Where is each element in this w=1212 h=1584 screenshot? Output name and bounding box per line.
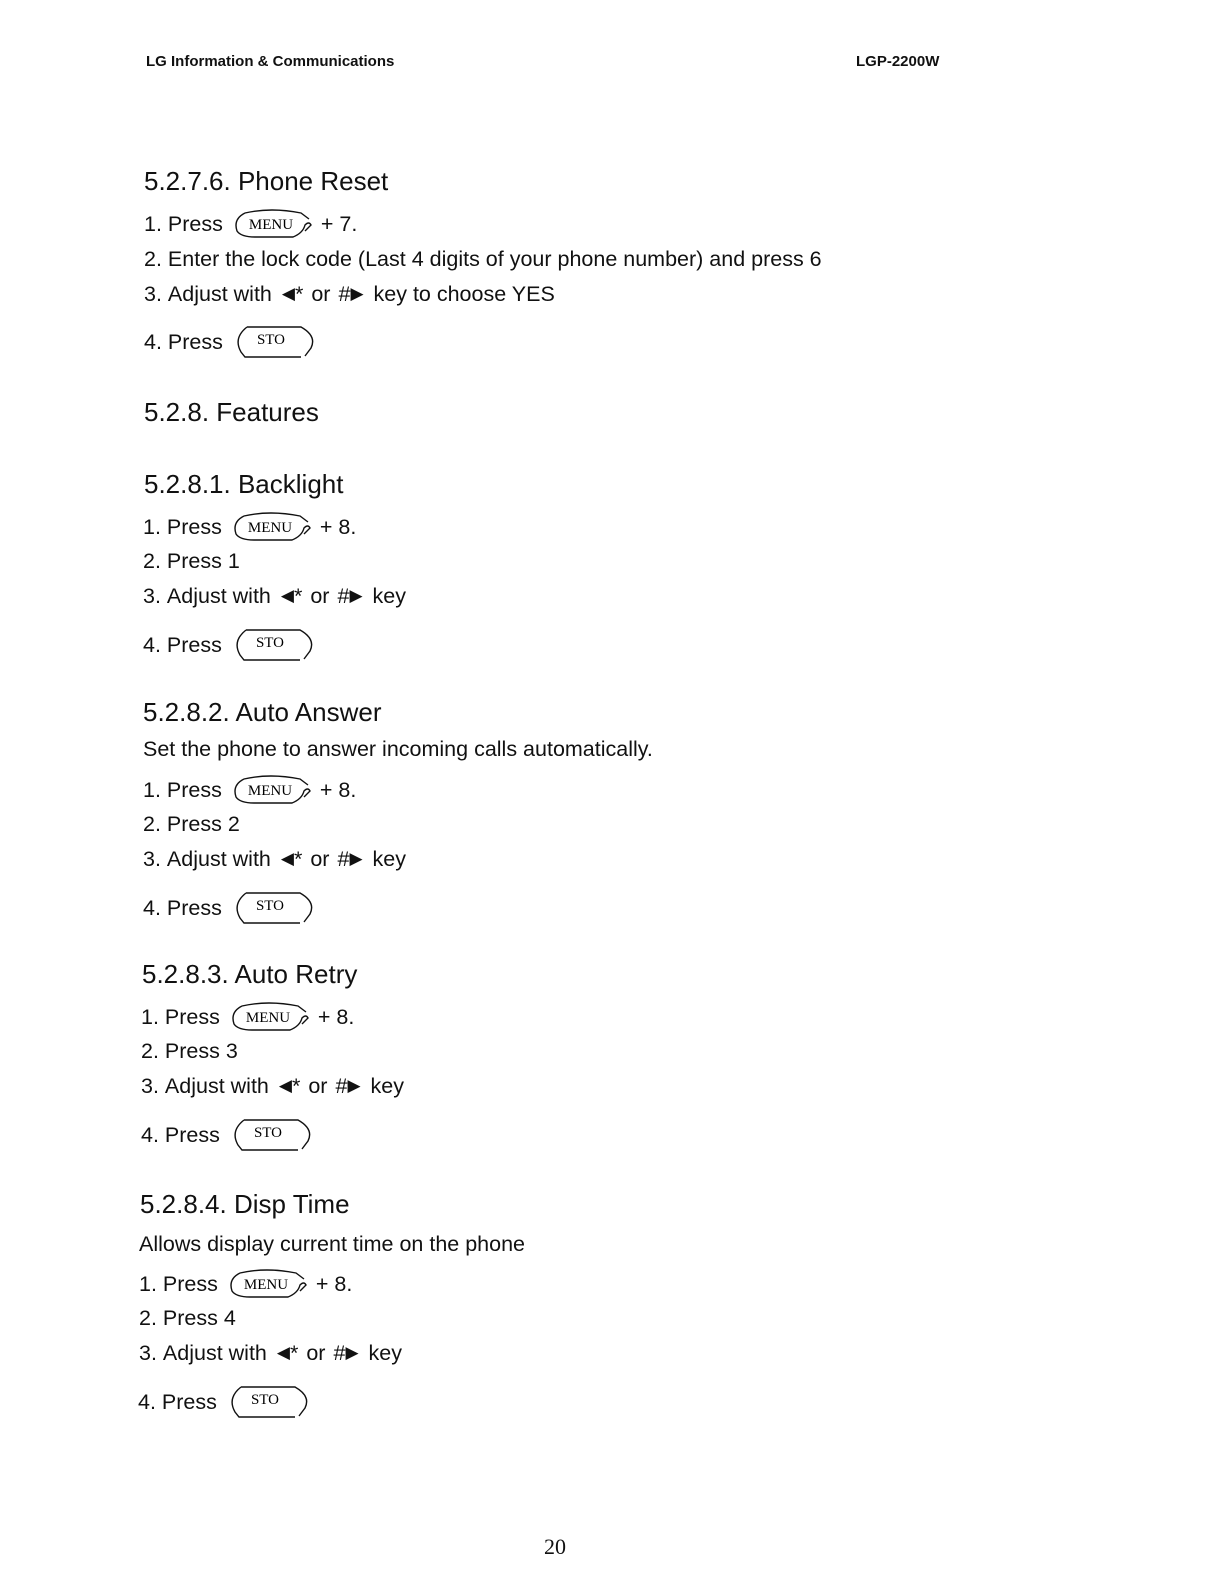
step-text: Press — [161, 1390, 217, 1414]
step-3 — [143, 583, 406, 609]
right-arrow-icon: ▶ — [349, 849, 363, 868]
step-text: Adjust with — [167, 282, 272, 306]
step-number: 4. — [141, 1123, 159, 1147]
step-text: Press — [166, 633, 222, 657]
step-text: Press — [164, 1005, 220, 1029]
hash-key-label: # — [335, 1074, 348, 1098]
sto-key-icon — [225, 1384, 315, 1420]
menu-key-label: MENU — [245, 1010, 290, 1026]
step-1 — [143, 512, 356, 542]
menu-key-icon — [231, 209, 317, 239]
star-key-label: * — [291, 1074, 301, 1098]
step-3 — [139, 1340, 402, 1366]
key-text: key — [372, 584, 406, 608]
step-text: Adjust with — [164, 1074, 269, 1098]
step-text: Press — [162, 1272, 218, 1296]
step-4 — [141, 1117, 318, 1153]
sto-key-icon — [230, 627, 320, 663]
step-suffix: + 8. — [319, 778, 357, 802]
page-number: 20 — [544, 1534, 566, 1559]
step-number: 1. — [143, 778, 161, 802]
document-header-company: LG Information & Communications — [146, 53, 395, 70]
step-3 — [143, 846, 406, 872]
section-title-backlight: 5.2.8.1. Backlight — [144, 469, 344, 499]
left-arrow-icon: ◀ — [280, 849, 294, 868]
star-key-label: * — [293, 584, 303, 608]
step-3 — [141, 1073, 404, 1099]
menu-key-icon — [228, 1002, 314, 1032]
section-title-disp-time: 5.2.8.4. Disp Time — [140, 1189, 350, 1219]
or-text: or — [311, 282, 331, 306]
step-number: 3. — [141, 1074, 159, 1098]
document-header-model: LGP-2200W — [856, 53, 940, 70]
key-text: key — [370, 1074, 404, 1098]
step-2: 2. Enter the lock code (Last 4 digits of your phone number) and press 6 — [144, 247, 822, 271]
step-number: 3. — [143, 847, 161, 871]
left-arrow-icon: ◀ — [280, 586, 294, 605]
step-text: Adjust with — [162, 1341, 267, 1365]
or-text: or — [310, 584, 330, 608]
section-title-features: 5.2.8. Features — [144, 397, 319, 427]
step-4 — [144, 324, 321, 360]
step-suffix: + 8. — [315, 1272, 353, 1296]
sto-key-icon — [230, 890, 320, 926]
step-text: Adjust with — [166, 847, 271, 871]
sto-key-icon — [231, 324, 321, 360]
step-text: Press — [164, 1123, 220, 1147]
right-arrow-icon: ▶ — [350, 284, 364, 303]
step-2: 2. Press 1 — [143, 549, 240, 573]
step-number: 1. — [143, 515, 161, 539]
step-suffix: + 8. — [317, 1005, 355, 1029]
menu-key-label: MENU — [248, 217, 293, 233]
step-number: 1. — [141, 1005, 159, 1029]
step-1 — [144, 209, 357, 239]
star-key-label: * — [289, 1341, 299, 1365]
left-arrow-icon: ◀ — [281, 284, 295, 303]
step-2: 2. Press 2 — [143, 812, 240, 836]
section-description: Allows display current time on the phone — [139, 1232, 526, 1256]
key-text: key to choose YES — [373, 282, 555, 306]
menu-key-label: MENU — [247, 783, 292, 799]
hash-key-label: # — [337, 584, 350, 608]
menu-key-label: MENU — [243, 1277, 288, 1293]
sto-key-label: STO — [255, 898, 284, 914]
hash-key-label: # — [338, 282, 351, 306]
section-title-auto-retry: 5.2.8.3. Auto Retry — [142, 959, 358, 989]
step-text: Adjust with — [166, 584, 271, 608]
right-arrow-icon: ▶ — [349, 586, 363, 605]
or-text: or — [306, 1341, 326, 1365]
sto-key-label: STO — [256, 332, 285, 348]
section-description: Set the phone to answer incoming calls automatically. — [143, 737, 653, 761]
menu-key-icon — [230, 775, 316, 805]
step-number: 4. — [143, 633, 161, 657]
step-text: Press — [167, 330, 223, 354]
hash-key-label: # — [337, 847, 350, 871]
step-text: Press — [167, 212, 223, 236]
step-number: 4. — [143, 896, 161, 920]
left-arrow-icon: ◀ — [278, 1076, 292, 1095]
star-key-label: * — [294, 282, 304, 306]
step-number: 3. — [139, 1341, 157, 1365]
sto-key-label: STO — [250, 1392, 279, 1408]
step-4 — [138, 1384, 315, 1420]
key-text: key — [368, 1341, 402, 1365]
sto-key-icon — [228, 1117, 318, 1153]
menu-key-label: MENU — [247, 520, 292, 536]
step-text: Press — [166, 896, 222, 920]
step-number: 4. — [138, 1390, 156, 1414]
step-number: 1. — [144, 212, 162, 236]
step-3 — [144, 281, 555, 307]
or-text: or — [308, 1074, 328, 1098]
step-suffix: + 8. — [319, 515, 357, 539]
menu-key-icon — [226, 1269, 312, 1299]
key-text: key — [372, 847, 406, 871]
step-number: 3. — [144, 282, 162, 306]
step-1 — [139, 1269, 352, 1299]
step-suffix: + 7. — [320, 212, 358, 236]
star-key-label: * — [293, 847, 303, 871]
sto-key-label: STO — [255, 635, 284, 651]
or-text: or — [310, 847, 330, 871]
step-2: 2. Press 4 — [139, 1306, 236, 1330]
step-text: Press — [166, 778, 222, 802]
step-1 — [143, 775, 356, 805]
step-1 — [141, 1002, 354, 1032]
section-title-auto-answer: 5.2.8.2. Auto Answer — [143, 697, 382, 727]
step-4 — [143, 627, 320, 663]
right-arrow-icon: ▶ — [347, 1076, 361, 1095]
step-2: 2. Press 3 — [141, 1039, 238, 1063]
step-number: 4. — [144, 330, 162, 354]
step-number: 3. — [143, 584, 161, 608]
step-number: 1. — [139, 1272, 157, 1296]
step-4 — [143, 890, 320, 926]
left-arrow-icon: ◀ — [276, 1343, 290, 1362]
step-text: Press — [166, 515, 222, 539]
sto-key-label: STO — [253, 1125, 282, 1141]
right-arrow-icon: ▶ — [345, 1343, 359, 1362]
section-title-phone-reset: 5.2.7.6. Phone Reset — [144, 166, 389, 196]
hash-key-label: # — [333, 1341, 346, 1365]
menu-key-icon — [230, 512, 316, 542]
